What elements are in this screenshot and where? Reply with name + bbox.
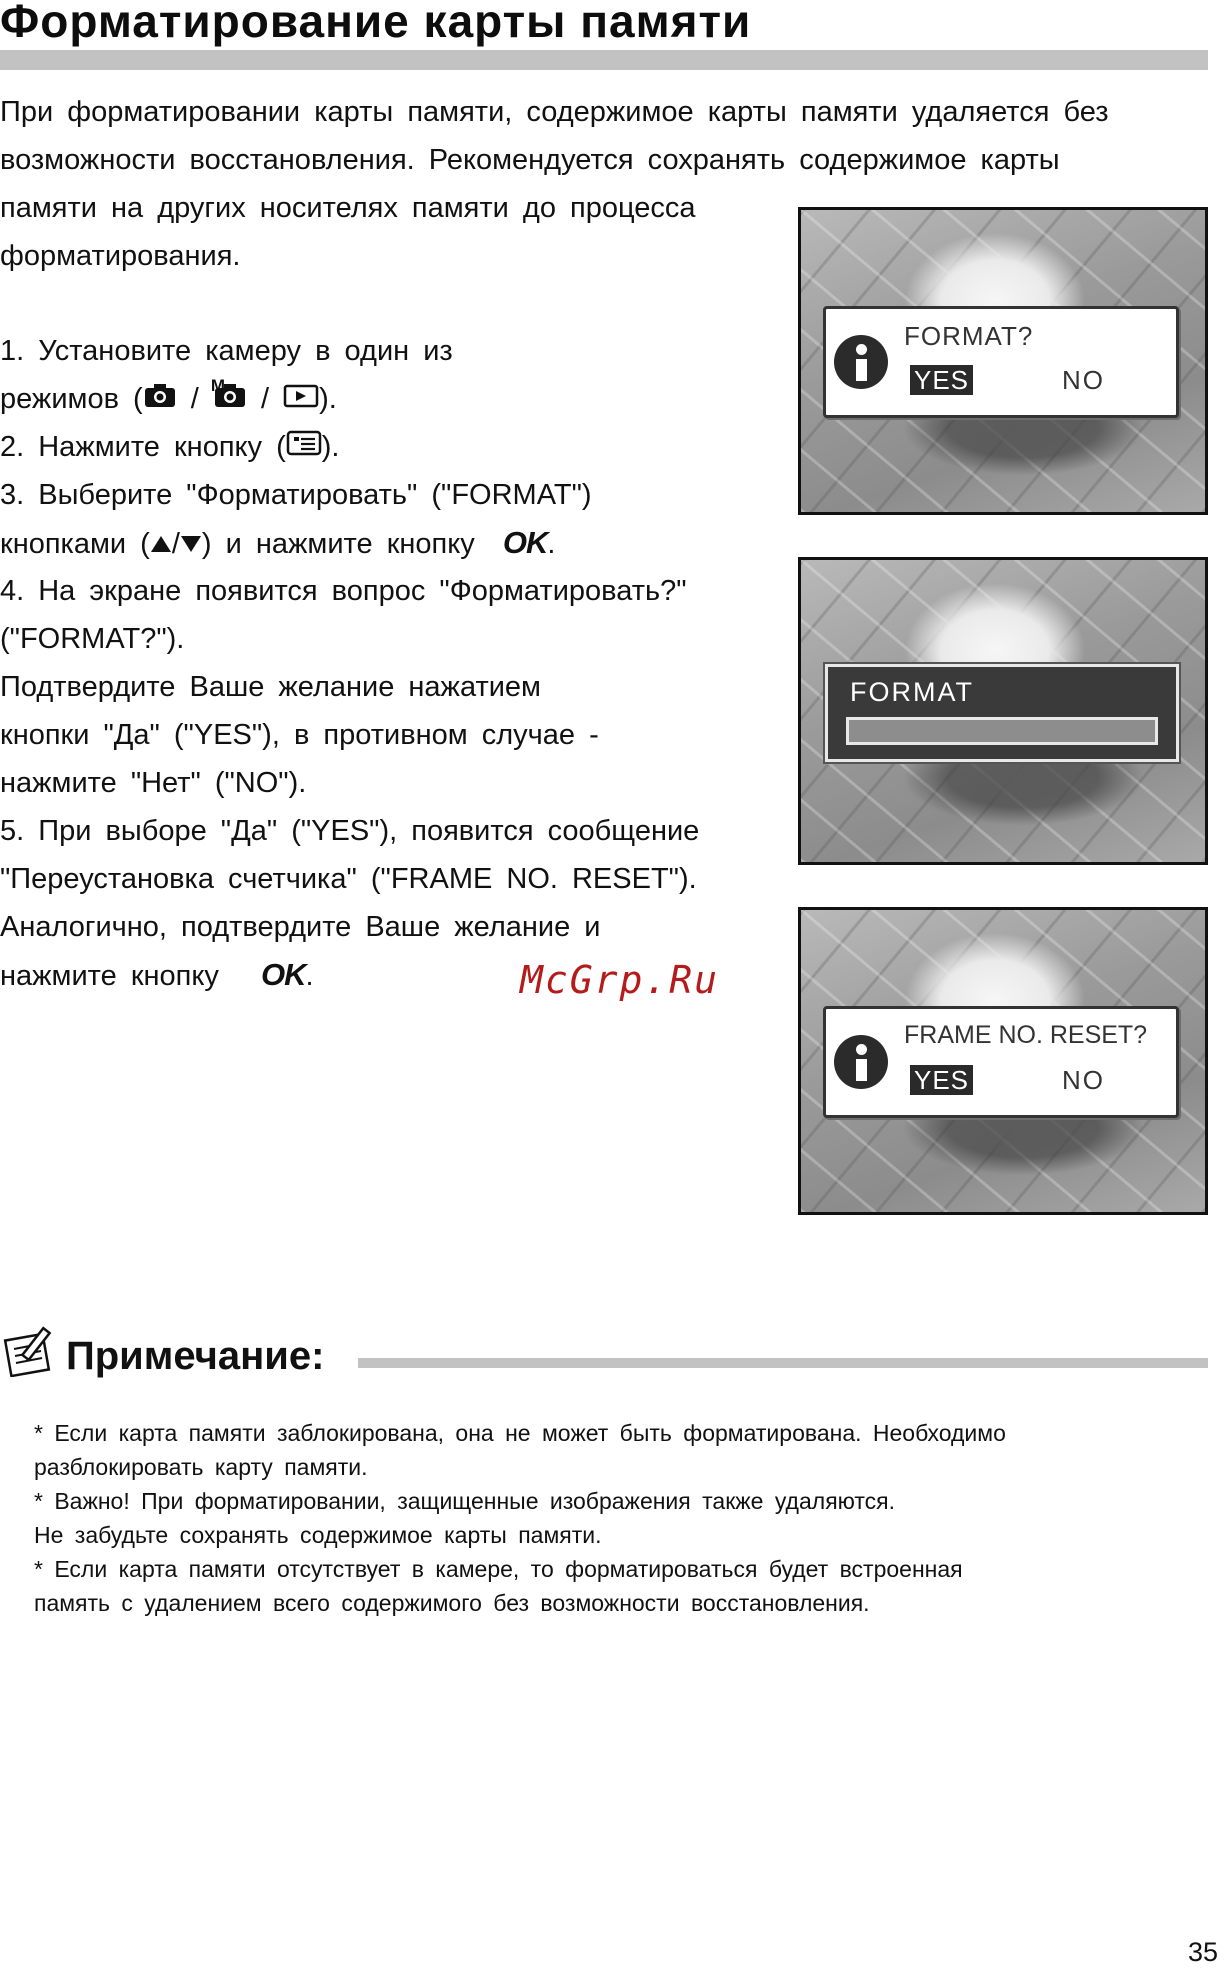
step-1-suffix: ). xyxy=(319,383,337,415)
page-number: 35 xyxy=(1188,1937,1219,1967)
format-yes-option: YES xyxy=(910,365,973,395)
manual-mode-letter: M xyxy=(210,376,226,396)
format-progress-box xyxy=(825,664,1179,762)
ok-button-label-1: OK xyxy=(502,525,548,560)
intro-line-4: форматирования. xyxy=(0,240,241,272)
step-5-prefix: нажмите кнопку xyxy=(0,960,219,992)
reset-yes-option: YES xyxy=(910,1065,973,1095)
note-line-3: * Важно! При форматировании, защищенные изображения также удаляются. xyxy=(34,1488,896,1514)
screen-format-dialog xyxy=(798,207,1208,515)
step-5-line-4: нажмите кнопку OK. xyxy=(0,957,314,992)
note-line-5: * Если карта памяти отсутствует в камере, то форматироваться будет встроенная xyxy=(34,1556,963,1582)
step-1-prefix: режимов ( xyxy=(0,383,143,415)
info-icon xyxy=(834,1035,888,1089)
step-2-line xyxy=(0,423,339,472)
step-2-suffix: ). xyxy=(321,431,340,463)
screen-reset-dialog xyxy=(798,907,1208,1215)
step-3-prefix: кнопками ( xyxy=(0,528,150,560)
note-rule xyxy=(358,1358,1208,1368)
step-4-line-2: ("FORMAT?"). xyxy=(0,623,185,655)
note-line-6: память с удалением всего содержимого без возможности восстановления. xyxy=(34,1590,870,1616)
intro-line-1: При форматировании карты памяти, содержимое карты памяти удаляется без xyxy=(0,96,1109,128)
format-progress-bar xyxy=(846,717,1158,745)
format-dialog-box xyxy=(823,306,1179,418)
note-title: Примечание: xyxy=(66,1334,325,1378)
page-title: Форматирование карты памяти xyxy=(0,0,752,47)
title-rule xyxy=(0,50,1208,70)
step-2-prefix: 2. Нажмите кнопку ( xyxy=(0,431,286,463)
note-line-1: * Если карта памяти заблокирована, она не может быть форматирована. Необходимо xyxy=(34,1420,1006,1446)
format-progress-label: FORMAT xyxy=(850,677,974,707)
step-3-line-2: кнопками ( / ) и нажмите кнопку OK. xyxy=(0,519,555,569)
step-4-line-1: 4. На экране появится вопрос "Форматировать?" xyxy=(0,575,687,607)
watermark: McGrp.Ru xyxy=(520,958,720,1002)
step-4-line-4: кнопки "Да" ("YES"), в противном случае - xyxy=(0,719,599,751)
manual-camera-icon xyxy=(210,376,247,424)
step-3-line-1: 3. Выберите "Форматировать" ("FORMAT") xyxy=(0,479,592,511)
reset-no-option: NO xyxy=(1062,1065,1105,1095)
reset-question: FRAME NO. RESET? xyxy=(904,1021,1148,1049)
intro-line-3: памяти на других носителях памяти до процесса xyxy=(0,192,696,224)
note-icon xyxy=(2,1325,58,1382)
camera-icon xyxy=(143,376,177,424)
step-4-line-5: нажмите "Нет" ("NO"). xyxy=(0,767,307,799)
format-question: FORMAT? xyxy=(904,321,1034,351)
note-line-2: разблокировать карту памяти. xyxy=(34,1454,368,1480)
reset-dialog-box xyxy=(823,1006,1179,1118)
info-icon xyxy=(834,335,888,389)
screen-format-progress xyxy=(798,557,1208,865)
ok-button-label-2: OK xyxy=(261,957,306,992)
note-line-4: Не забудьте сохранять содержимое карты памяти. xyxy=(34,1522,602,1548)
step-5-line-3: Аналогично, подтвердите Ваше желание и xyxy=(0,911,601,943)
menu-icon xyxy=(286,424,322,472)
down-arrow-icon xyxy=(180,521,202,569)
step-3-mid: ) и нажмите кнопку xyxy=(201,528,475,560)
up-arrow-icon xyxy=(150,521,172,569)
format-no-option: NO xyxy=(1062,365,1105,395)
intro-line-2: возможности восстановления. Рекомендуется сохранять содержимое карты xyxy=(0,144,1060,176)
step-4-line-3: Подтвердите Ваше желание нажатием xyxy=(0,671,541,703)
step-5-line-1: 5. При выборе "Да" ("YES"), появится сообщение xyxy=(0,815,700,847)
playback-icon xyxy=(283,376,319,424)
step-1-line-2: режимов ( / M / ). xyxy=(0,375,337,424)
step-1-line-1: 1. Установите камеру в один из xyxy=(0,335,453,367)
step-5-line-2: "Переустановка счетчика" ("FRAME NO. RESET"). xyxy=(0,863,697,895)
